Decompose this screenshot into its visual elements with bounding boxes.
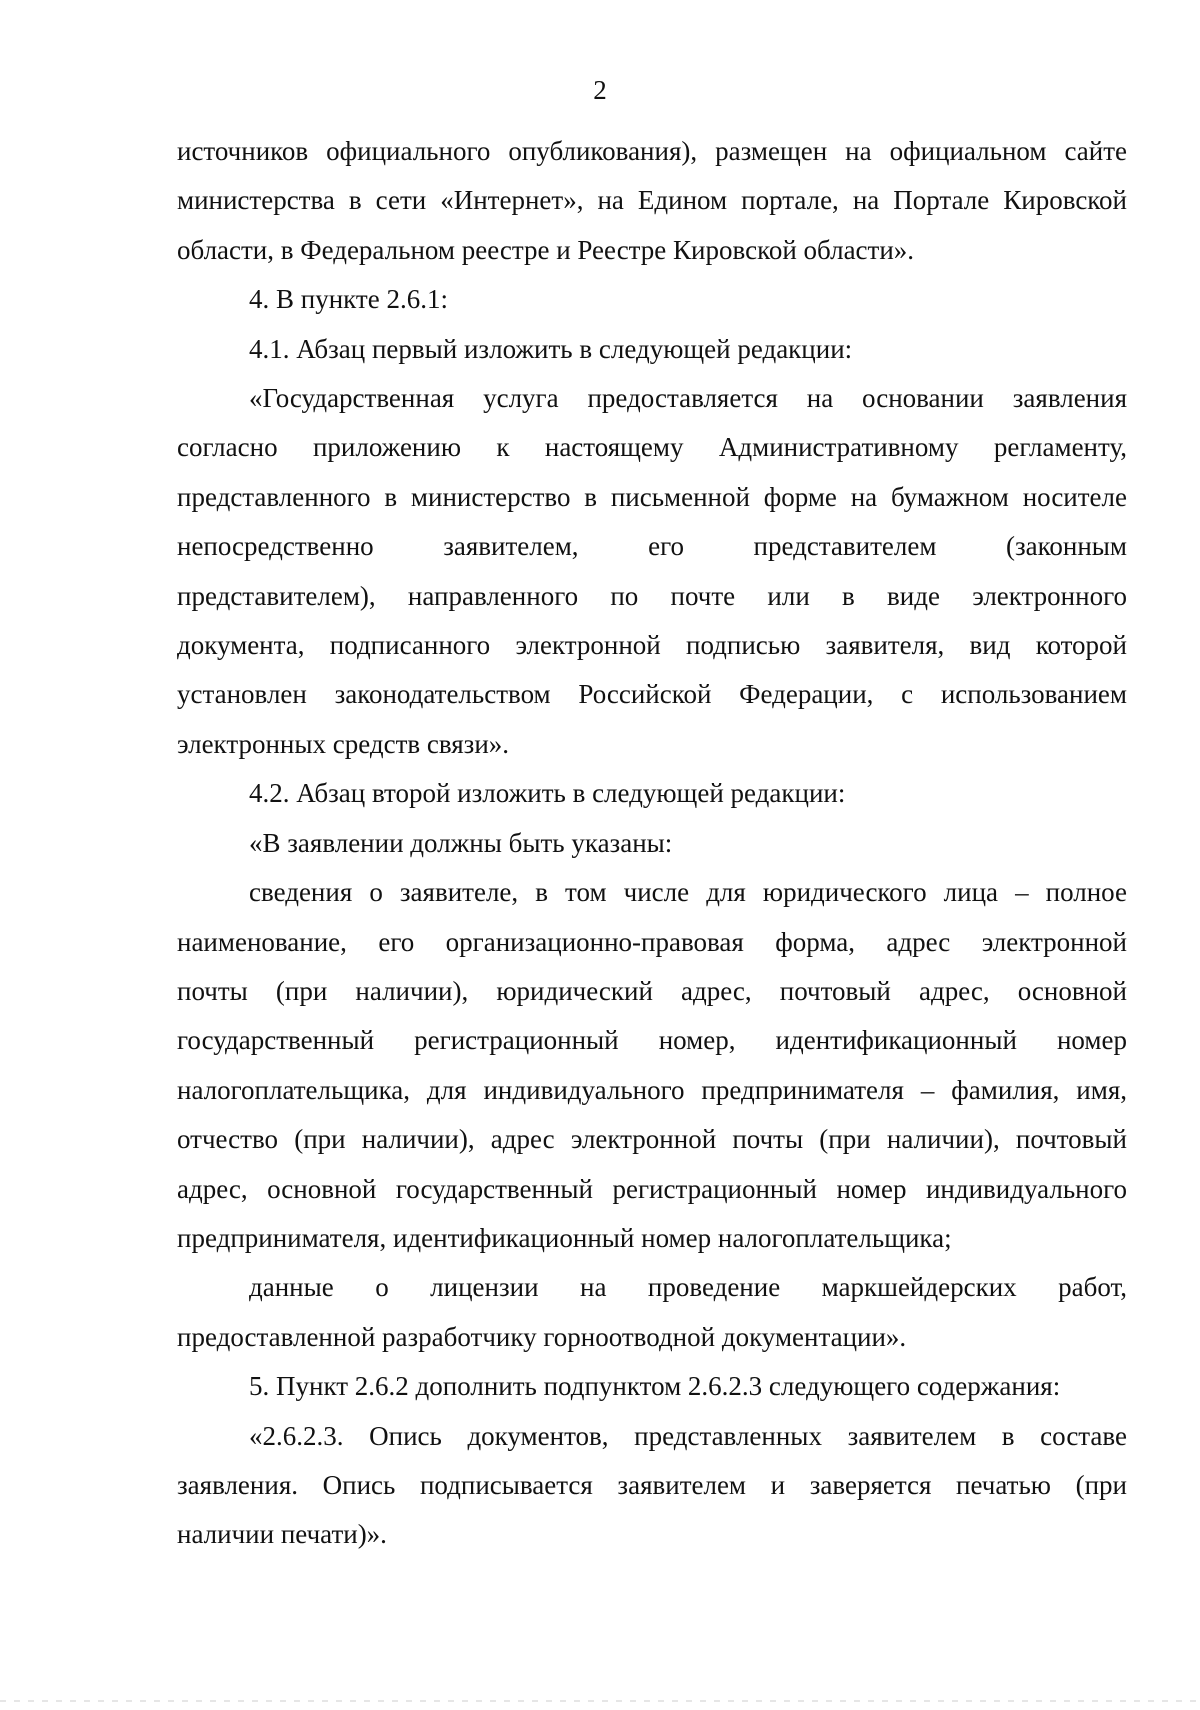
text-line: данные о лицензии на проведение маркшейдерских работ, bbox=[249, 1272, 1127, 1303]
text-line: почты (при наличии), юридический адрес, почтовый адрес, основной bbox=[177, 975, 1127, 1006]
text-line: документа, подписанного электронной подписью заявителя, вид которой bbox=[177, 630, 1127, 661]
text-line: отчество (при наличии), адрес электронной почты (при наличии), почтовый bbox=[177, 1124, 1127, 1155]
text-line: государственный регистрационный номер, идентификационный номер bbox=[177, 1025, 1127, 1056]
text-line: сведения о заявителе, в том числе для юридического лица – полное bbox=[249, 877, 1127, 908]
text-line: установлен законодательством Российской Федерации, с использованием bbox=[177, 679, 1127, 710]
text-line: электронных средств связи». bbox=[177, 728, 510, 759]
text-line: источников официального опубликования), размещен на официальном сайте bbox=[177, 136, 1127, 166]
text-line: области, в Федеральном реестре и Реестре Кировской области». bbox=[177, 234, 915, 265]
page-number: 2 bbox=[593, 75, 607, 105]
text-line: «Государственная услуга предоставляется на основании заявления bbox=[249, 383, 1127, 414]
text-line: заявления. Опись подписывается заявителем и заверяется печатью (при bbox=[177, 1469, 1127, 1500]
text-line: предоставленной разработчику горноотводной документации». bbox=[177, 1321, 907, 1352]
text-line: налогоплательщика, для индивидуального предпринимателя – фамилия, имя, bbox=[177, 1074, 1127, 1105]
scan-edge-artifact bbox=[0, 1700, 1200, 1702]
text-line: «2.6.2.3. Опись документов, представленных заявителем в составе bbox=[249, 1420, 1127, 1451]
text-line: 4.2. Абзац второй изложить в следующей редакции: bbox=[249, 778, 846, 809]
text-line: адрес, основной государственный регистрационный номер индивидуального bbox=[177, 1173, 1127, 1204]
text-line: представленного в министерство в письменной форме на бумажном носителе bbox=[177, 481, 1127, 512]
document-body bbox=[177, 127, 1127, 1560]
text-line: наименование, его организационно-правовая форма, адрес электронной bbox=[177, 926, 1127, 957]
text-line: 5. Пункт 2.6.2 дополнить подпунктом 2.6.2.3 следующего содержания: bbox=[249, 1371, 1061, 1402]
text-line: представителем), направленного по почте или в виде электронного bbox=[177, 580, 1127, 611]
text-line: «В заявлении должны быть указаны: bbox=[249, 827, 673, 858]
text-line: непосредственно заявителем, его представителем (законным bbox=[177, 531, 1127, 562]
text-line: министерства в сети «Интернет», на Едином портале, на Портале Кировской bbox=[177, 185, 1127, 216]
text-line: 4.1. Абзац первый изложить в следующей редакции: bbox=[249, 333, 853, 364]
text-line: согласно приложению к настоящему Административному регламенту, bbox=[177, 432, 1127, 463]
text-line: предпринимателя, идентификационный номер налогоплательщика; bbox=[177, 1222, 952, 1253]
text-line: 4. В пункте 2.6.1: bbox=[249, 284, 448, 315]
text-line: наличии печати)». bbox=[177, 1519, 387, 1550]
